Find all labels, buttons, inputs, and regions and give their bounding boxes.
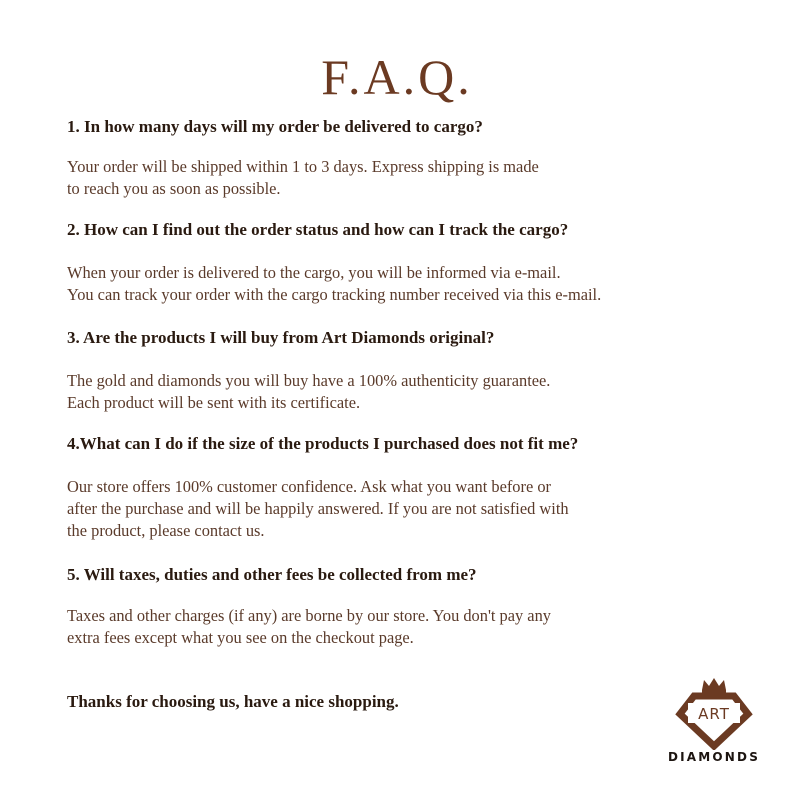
faq-answer-4-line-1: Our store offers 100% customer confidence. Ask what you want before or (67, 477, 551, 496)
crown-diamond-icon (658, 676, 770, 750)
logo-wordmark: DIAMONDS (667, 750, 761, 764)
faq-answer-3-line-1: The gold and diamonds you will buy have a 100% authenticity guarantee. (67, 371, 551, 390)
faq-answer-5 (67, 605, 551, 649)
faq-answer-2-line-2: You can track your order with the cargo tracking number received via this e-mail. (67, 285, 602, 304)
logo-inner-text: ART (698, 705, 730, 723)
faq-answer-5-line-2: extra fees except what you see on the checkout page. (67, 628, 414, 647)
page-title: F.A.Q. (321, 49, 473, 105)
faq-question-4: 4.What can I do if the size of the products I purchased does not fit me? (67, 434, 579, 453)
faq-question-3: 3. Are the products I will buy from Art Diamonds original? (67, 328, 495, 347)
faq-answer-4 (67, 476, 569, 542)
faq-answer-4-line-3: the product, please contact us. (67, 521, 265, 540)
faq-answer-1 (67, 156, 539, 200)
closing-message: Thanks for choosing us, have a nice shopping. (67, 692, 399, 711)
faq-question-5: 5. Will taxes, duties and other fees be collected from me? (67, 565, 477, 584)
faq-answer-5-line-1: Taxes and other charges (if any) are borne by our store. You don't pay any (67, 606, 551, 625)
faq-answer-2-line-1: When your order is delivered to the cargo, you will be informed via e-mail. (67, 263, 561, 282)
faq-answer-4-line-2: after the purchase and will be happily answered. If you are not satisfied with (67, 499, 569, 518)
faq-question-1: 1. In how many days will my order be delivered to cargo? (67, 117, 483, 136)
brand-logo (658, 676, 770, 772)
faq-answer-3 (67, 370, 550, 414)
faq-answer-1-line-2: to reach you as soon as possible. (67, 179, 281, 198)
faq-question-2: 2. How can I find out the order status and how can I track the cargo? (67, 220, 569, 239)
faq-answer-1-line-1: Your order will be shipped within 1 to 3 days. Express shipping is made (67, 157, 539, 176)
faq-answer-3-line-2: Each product will be sent with its certificate. (67, 393, 361, 412)
faq-answer-2 (67, 262, 601, 306)
